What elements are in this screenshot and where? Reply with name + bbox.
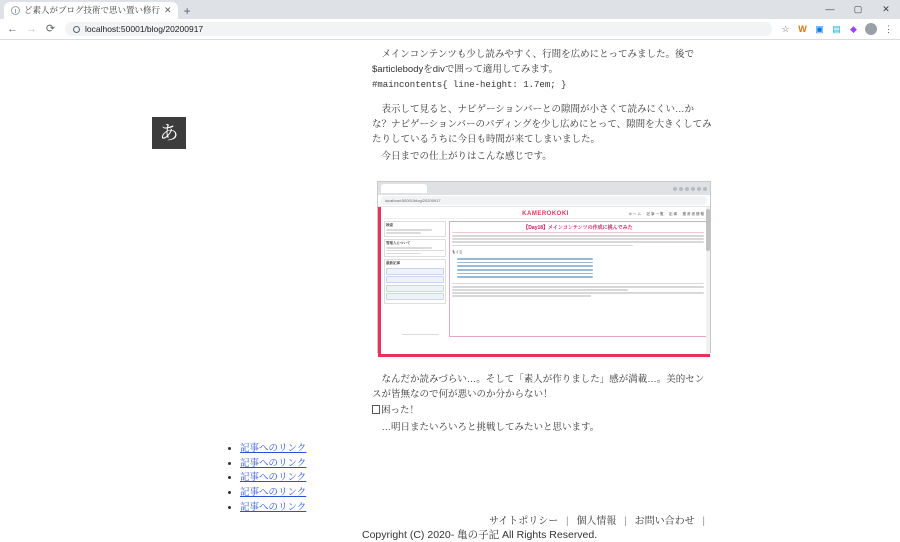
list-item bbox=[240, 501, 306, 516]
footer-nav bbox=[489, 512, 710, 527]
shot-dot-icon bbox=[673, 187, 677, 191]
shot-line bbox=[452, 245, 633, 247]
extension-blue-icon[interactable]: ▣ bbox=[815, 23, 824, 34]
address-bar-url: localhost:50001/blog/20200917 bbox=[85, 24, 204, 34]
shot-sidebar-title: 検索 bbox=[386, 223, 393, 227]
tofu-box-icon bbox=[372, 405, 380, 414]
article-link[interactable]: 記事へのリンク bbox=[240, 443, 307, 454]
close-window-button[interactable]: ✕ bbox=[882, 4, 890, 14]
menu-icon[interactable]: ⋮ bbox=[884, 23, 893, 34]
shot-dot-icon bbox=[685, 187, 689, 191]
shot-page-body bbox=[378, 206, 710, 354]
shot-sidebar-block bbox=[384, 259, 446, 304]
article-paragraph: なんだか読みづらい…。そして「素人が作りました」感が満載…。美的センスが皆無なので何が悪いのか分からない！ bbox=[372, 374, 705, 400]
shot-line bbox=[452, 289, 628, 291]
article-paragraph-tofu bbox=[372, 404, 712, 419]
list-item bbox=[240, 442, 306, 457]
shot-sidebar-title: 最新記事 bbox=[386, 261, 400, 266]
shot-recent-item bbox=[386, 268, 444, 275]
tab-title: ど素人がブログ技術で思い置い修行 bbox=[24, 5, 161, 15]
title-bar bbox=[0, 0, 900, 19]
list-item bbox=[240, 471, 306, 486]
article-link[interactable]: 記事へのリンク bbox=[240, 457, 307, 469]
shot-recent-item bbox=[386, 276, 444, 283]
shot-line bbox=[452, 238, 704, 240]
ime-mode-indicator: あ bbox=[152, 117, 186, 149]
shot-line bbox=[386, 250, 444, 252]
avatar[interactable] bbox=[865, 23, 877, 35]
shot-tab bbox=[381, 184, 427, 193]
article-paragraph-text: 困った！ bbox=[381, 405, 420, 417]
footer-link-site-policy[interactable]: サイトポリシー bbox=[488, 516, 559, 527]
shot-sidebar bbox=[384, 221, 446, 337]
shot-browser-chrome bbox=[378, 182, 710, 195]
shot-recent-item bbox=[386, 293, 444, 300]
shot-sidebar-block bbox=[384, 239, 446, 258]
shot-toc-item bbox=[457, 262, 593, 264]
shot-scrollbar-thumb[interactable] bbox=[706, 209, 710, 251]
footer-separator: | bbox=[566, 516, 569, 527]
article-code-line: #maincontents{ line-height: 1.7em; } bbox=[372, 80, 567, 91]
list-item bbox=[240, 457, 306, 472]
article-paragraph: 今日までの仕上がりはこんな感じです。 bbox=[381, 150, 552, 162]
shot-line bbox=[386, 247, 432, 249]
maximize-button[interactable]: ▢ bbox=[853, 4, 863, 14]
related-links-list bbox=[222, 442, 306, 516]
extension-w-icon[interactable]: W bbox=[798, 23, 807, 34]
shot-site-title bbox=[384, 209, 707, 219]
address-bar[interactable] bbox=[65, 22, 772, 36]
footer-separator: | bbox=[702, 516, 705, 527]
shot-toc bbox=[452, 258, 704, 278]
shot-nav: ホーム 記事一覧 記事 運営者情報 bbox=[628, 212, 705, 216]
extension-teal-icon[interactable]: ▤ bbox=[832, 23, 841, 34]
web-page bbox=[0, 40, 900, 541]
shot-line bbox=[452, 295, 591, 297]
article-link[interactable]: 記事へのリンク bbox=[240, 501, 307, 513]
minimize-button[interactable]: — bbox=[825, 4, 835, 14]
shot-sidebar-title: 管理人について bbox=[386, 240, 411, 245]
shot-line bbox=[452, 235, 704, 237]
extension-purple-icon[interactable]: ◆ bbox=[850, 23, 857, 34]
info-icon bbox=[73, 26, 80, 33]
shot-columns bbox=[384, 221, 707, 337]
shot-article-title: 【Day18】メインコンテンツの作成に挑んでみた bbox=[452, 224, 704, 233]
bookmark-star-icon[interactable]: ☆ bbox=[781, 23, 790, 34]
reload-button[interactable]: ⟳ bbox=[45, 22, 56, 35]
footer-separator: | bbox=[624, 516, 627, 527]
browser-tab[interactable] bbox=[4, 2, 178, 19]
list-item bbox=[240, 486, 306, 501]
shot-line bbox=[386, 232, 421, 234]
article-link[interactable]: 記事へのリンク bbox=[240, 487, 307, 499]
tab-favicon-icon bbox=[11, 6, 20, 15]
shot-dot-icon bbox=[703, 187, 707, 191]
shot-toc-item bbox=[457, 265, 593, 267]
forward-button[interactable]: → bbox=[26, 22, 37, 35]
shot-sidebar-block bbox=[384, 221, 446, 237]
back-button[interactable]: ← bbox=[7, 22, 18, 35]
embedded-screenshot-image bbox=[377, 181, 711, 353]
article-paragraph: …明日またいろいろと挑戦してみたいと思います。 bbox=[381, 422, 600, 434]
footer-link-contact[interactable]: お問い合わせ bbox=[634, 516, 695, 527]
shot-toc-title: もくじ bbox=[452, 250, 463, 255]
window-controls bbox=[816, 0, 900, 19]
shot-toc-item bbox=[457, 276, 593, 278]
toolbar-icon-group bbox=[780, 23, 894, 35]
tab-close-icon[interactable]: ✕ bbox=[164, 5, 172, 15]
spacer bbox=[372, 95, 712, 103]
shot-dot-icon bbox=[691, 187, 695, 191]
copyright-text: Copyright (C) 2020- 亀の子記 All Rights Reserved. bbox=[362, 529, 598, 541]
shot-line bbox=[452, 286, 704, 288]
shot-window-controls bbox=[673, 187, 707, 191]
shot-line bbox=[402, 334, 439, 336]
article-body bbox=[372, 48, 712, 166]
shot-site-title-text: KAMEROKOKI bbox=[522, 211, 569, 217]
article-body-after-image bbox=[372, 373, 712, 438]
footer-link-privacy[interactable]: 個人情報 bbox=[576, 516, 617, 527]
shot-line bbox=[452, 283, 704, 285]
shot-line bbox=[386, 253, 421, 255]
page-viewport bbox=[0, 40, 900, 541]
tab-strip bbox=[0, 0, 191, 19]
shot-scrollbar[interactable] bbox=[706, 207, 710, 354]
shot-bottom-accent-bar bbox=[378, 354, 710, 357]
shot-line bbox=[452, 292, 704, 294]
shot-recent-item bbox=[386, 285, 444, 292]
browser-toolbar bbox=[0, 19, 900, 40]
shot-content bbox=[381, 207, 710, 354]
article-paragraph: メインコンテンツも少し読みやすく、行間を広めにとってみました。後で$articlebodyをdivで囲って適用してみます。 bbox=[372, 49, 694, 75]
new-tab-button[interactable]: + bbox=[183, 4, 191, 18]
shot-toc-item bbox=[457, 273, 593, 275]
shot-dot-icon bbox=[697, 187, 701, 191]
shot-line bbox=[452, 241, 704, 243]
shot-main-content bbox=[449, 221, 707, 337]
shot-dot-icon bbox=[679, 187, 683, 191]
shot-address-bar: localhost:50001/blog/20200917 bbox=[381, 196, 707, 205]
shot-toc-item bbox=[457, 258, 593, 260]
shot-line bbox=[386, 229, 432, 231]
article-link[interactable]: 記事へのリンク bbox=[240, 472, 307, 484]
shot-toc-item bbox=[457, 269, 593, 271]
article-paragraph: 表示して見ると、ナビゲーションバーとの隙間が小さくて読みにくい…かな？ナビゲーションバーのパディングを少し広めにとって、隙間を大きくしてみたりしているうちに今日も時間が来てしまいました。 bbox=[372, 104, 712, 145]
